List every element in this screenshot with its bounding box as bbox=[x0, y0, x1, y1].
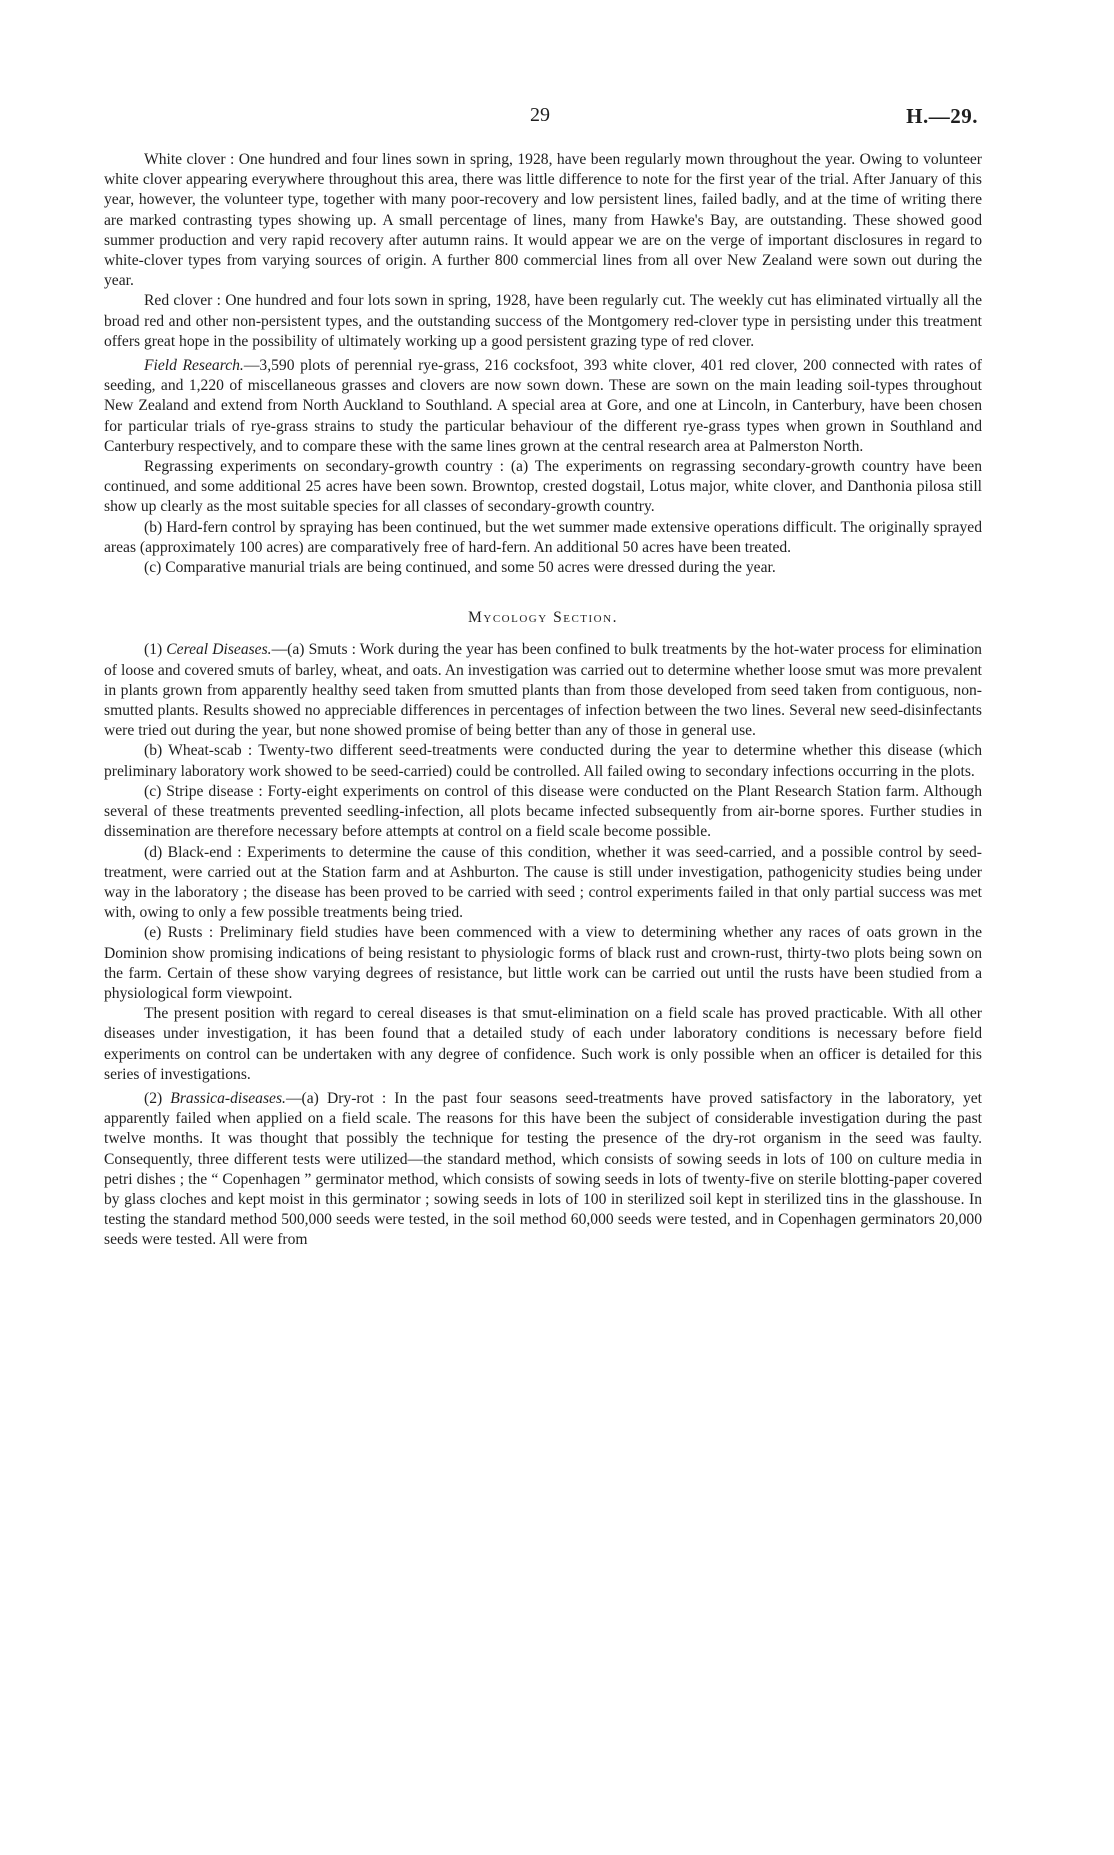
paragraph-cereal-diseases bbox=[104, 640, 982, 741]
paragraph-present-position: The present position with regard to cereal diseases is that smut-elimination on a field scale has proved practicable. With all other diseases under investigation, it has been found that a detailed study of each under laboratory conditions is necessary before field experiments on control can be undertaken with any degree of confidence. Such work is only possible when an officer is detailed for this series of investigations. bbox=[104, 1005, 982, 1083]
document-reference: H.—29. bbox=[906, 104, 978, 128]
page-number: 29 bbox=[530, 104, 550, 126]
paragraph-white-clover: White clover : One hundred and four lines sown in spring, 1928, have been regularly mown throughout the year. Owing to volunteer white clover appearing everywhere throughout this area, there was little difference to note for the first year of the trial. After January of this year, however, the volunteer type, together with many poor-recovery and low persistent lines, failed badly, and at the time of writing there are marked contrasting types showing up. A small percentage of lines, many from Hawke's Bay, are outstanding. These showed good summer production and very rapid recovery after autumn rains. It would appear we are on the verge of important disclosures in regard to white-clover types from varying sources of origin. A further 800 commercial lines from all over New Zealand were sown out during the year. bbox=[104, 151, 982, 290]
paragraph-hard-fern: (b) Hard-fern control by spraying has been continued, but the wet summer made extensive operations difficult. The originally sprayed areas (approximately 100 acres) are comparatively free of hard-fern. An additional 50 acres have been treated. bbox=[104, 518, 982, 556]
cereal-diseases-heading: Cereal Diseases. bbox=[166, 641, 272, 659]
cereal-diseases-text: —(a) Smuts : Work during the year has been confined to bulk treatments by the hot-water process for elimination of loose and covered smuts of barley, wheat, and oats. An investigation was carried out to determine whether loose smut was more prevalent in plants grown from apparently healthy seed taken from smutted plants than from those developed from seed taken from contiguous, non-smutted plants. Results showed no appreciable differences in percentages of infection between the two lines. Several new seed-disinfectants were tried out during the year, but none showed promise of being better than any of those in general use. bbox=[104, 641, 982, 740]
field-research-text: —3,590 plots of perennial rye-grass, 216 cocksfoot, 393 white clover, 401 red clover, 200 connected with rates of seeding, and 1,220 of miscellaneous grasses and clovers are now sown down. These are sown on the main leading soil-types throughout New Zealand and extend from North Auckland to Southland. A special area at Gore, and one at Lincoln, in Canterbury, have been chosen for particular trials of rye-grass strains to study the particular behaviour of the different rye-grass types when grown in Southland and Canterbury respectively, and to compare these with the same lines grown at the central research area at Palmerston North. bbox=[104, 357, 983, 455]
brassica-number: (2) bbox=[144, 1089, 171, 1107]
cereal-number: (1) bbox=[144, 641, 167, 659]
paragraph-black-end: (d) Black-end : Experiments to determine the cause of this condition, whether it was seed-carried, and a possible control by seed-treatment, were carried out at the Station farm and at Ashburton. The cause is still under investigation, pathogenicity studies being under way in the laboratory ; the disease has been proved to be carried with seed ; control experiments failed in that only partial success was met with, owing to only a few possible treatments being tried. bbox=[104, 843, 982, 922]
paragraph-field-research bbox=[104, 356, 982, 457]
paragraph-brassica-diseases bbox=[104, 1089, 982, 1251]
section-heading-mycology: Mycology Section. bbox=[468, 609, 618, 627]
field-research-heading: Field Research. bbox=[144, 357, 244, 375]
page-body bbox=[104, 150, 982, 1251]
paragraph-manurial-trials: (c) Comparative manurial trials are being continued, and some 50 acres were dressed during the year. bbox=[144, 559, 776, 577]
brassica-diseases-heading: Brassica-diseases. bbox=[170, 1089, 286, 1107]
paragraph-rusts: (e) Rusts : Preliminary field studies have been commenced with a view to determining whether any races of oats grown in the Dominion show promising indications of being resistant to physiologic forms of black rust and crown-rust, thirty-two plots being sown on the farm. Certain of these show varying degrees of resistance, but little work can be carried out until the rusts have been studied from a physiological form viewpoint. bbox=[104, 924, 982, 1002]
paragraph-stripe-disease: (c) Stripe disease : Forty-eight experiments on control of this disease were conducted on the Plant Research Station farm. Although several of these treatments prevented seedling-infection, all plots became infected subsequently from air-borne spores. Further studies in dissemination are therefore necessary before attempts at control on a field scale become possible. bbox=[104, 782, 982, 841]
brassica-diseases-text: —(a) Dry-rot : In the past four seasons seed-treatments have proved satisfactory in the laboratory, yet apparently failed when applied on a field scale. The reasons for this have been the subject of considerable investigation during the past twelve months. It was thought that possibly the technique for testing the presence of the dry-rot organism in the seed was faulty. Consequently, three different tests were utilized—the standard method, which consists of sowing seeds in lots of 100 on culture media in petri dishes ; the “ Copenhagen ” germinator method, which consists of sowing seeds in lots of twenty-five on sterile blotting-paper covered by glass cloches and kept moist in this germinator ; sowing seeds in lots of 100 in sterilized soil kept in sterilized tins in the glasshouse. In testing the standard method 500,000 seeds were tested, in the soil method 60,000 seeds were tested, and in Copenhagen germinators 20,000 seeds were tested. All were from bbox=[104, 1089, 982, 1249]
paragraph-red-clover: Red clover : One hundred and four lots sown in spring, 1928, have been regularly cut. The weekly cut has eliminated virtually all the broad red and other non-persistent types, and the outstanding success of the Montgomery red-clover type in persisting under this treatment offers great hope in the possibility of ultimately working up a good persistent grazing type of red clover. bbox=[104, 292, 982, 350]
page-header bbox=[0, 104, 1114, 134]
paragraph-regrassing: Regrassing experiments on secondary-growth country : (a) The experiments on regrassing secondary-growth country have been continued, and some additional 25 acres have been sown. Browntop, crested dogstail, Lotus major, white clover, and Danthonia pilosa still show up clearly as the most suitable species for all classes of secondary-growth country. bbox=[104, 458, 982, 516]
paragraph-wheat-scab: (b) Wheat-scab : Twenty-two different seed-treatments were conducted during the year to determine whether this disease (which preliminary laboratory work showed to be seed-carried) could be controlled. All failed owing to secondary infections occurring in the plots. bbox=[104, 742, 982, 780]
